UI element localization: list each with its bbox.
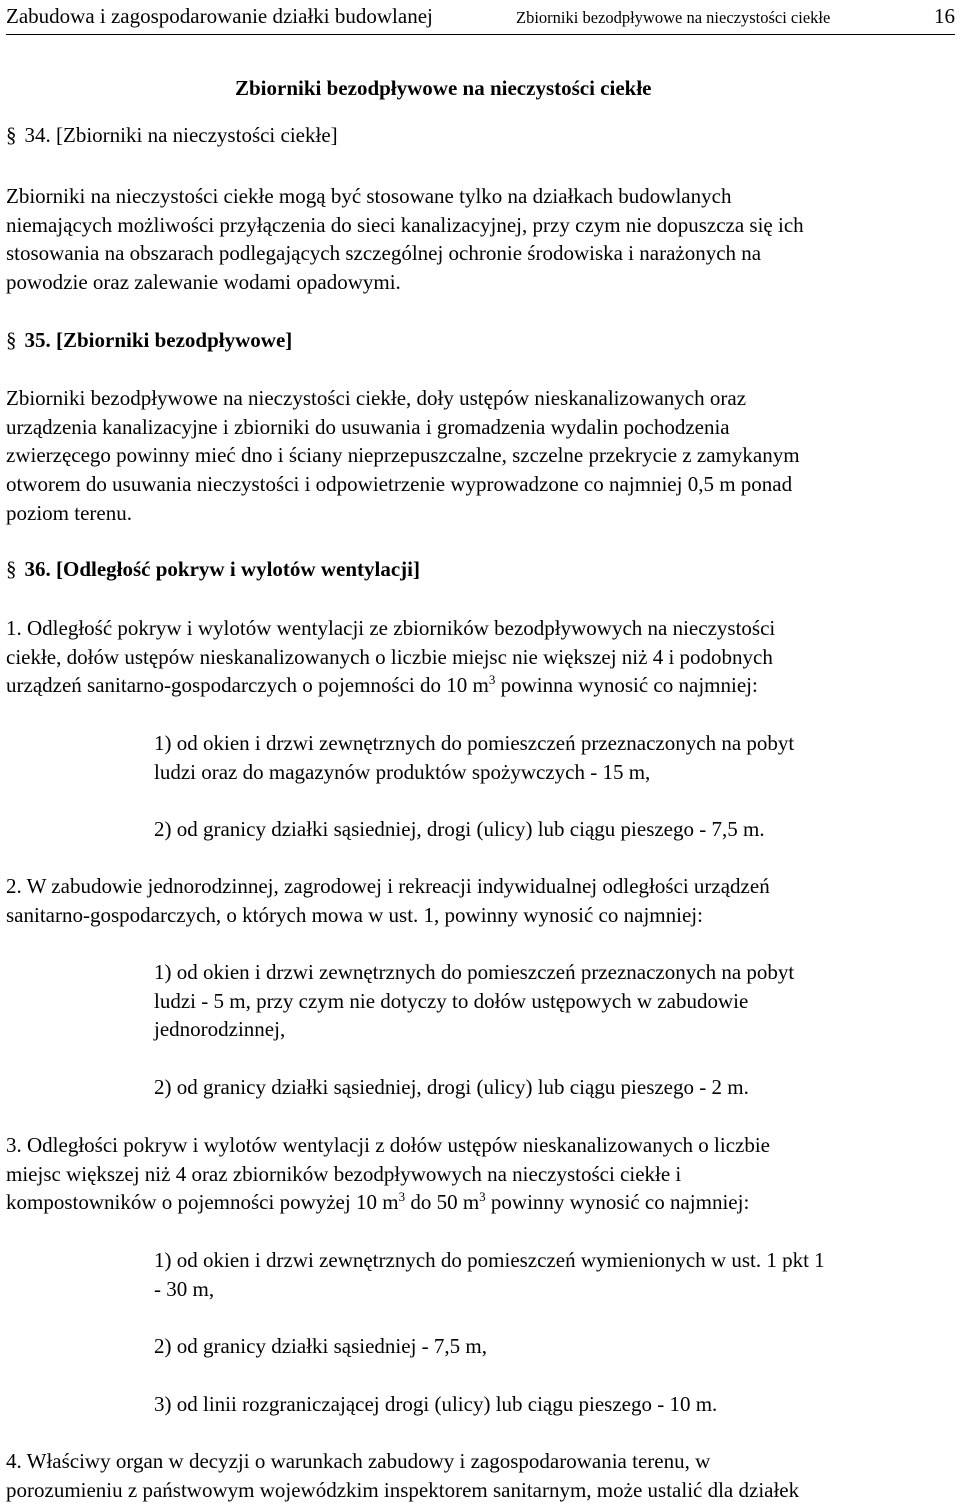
superscript: 3 [488, 672, 496, 688]
text-line: poziom terenu. [6, 500, 132, 525]
text-line: 1) od okien i drzwi zewnętrznych do pomieszczeń przeznaczonych na pobyt [154, 731, 795, 755]
section-symbol: § [6, 557, 17, 581]
page-header [6, 2, 955, 35]
clause-4 [6, 1447, 956, 1504]
clause-1 [6, 614, 956, 700]
clause-3 [6, 1131, 956, 1217]
text-line: 2) od granicy działki sąsiedniej, drogi (ulicy) lub ciągu pieszego - 7,5 m. [154, 817, 765, 841]
section-symbol: § [6, 328, 17, 352]
text-line: kompostowników o pojemności powyżej 10 $m^3$ do 50 $m^3$ powinny wynosić co najmniej: [6, 1189, 750, 1215]
superscript: 3 [479, 1189, 486, 1205]
paragraph-34-body [6, 182, 956, 297]
superscript: 3 [398, 1189, 406, 1205]
clause-3-item-1 [154, 1246, 954, 1303]
clause-2-item-1 [154, 958, 954, 1044]
clause-1-item-1 [154, 729, 954, 786]
text-line: jednorodzinnej, [154, 1017, 286, 1042]
text-line: stosowania na obszarach podlegających szczególnej ochronie środowiska i narażonych na [6, 241, 762, 266]
text-line: porozumieniu z państwowym wojewódzkim inspektorem sanitarnym, może ustalić dla działek [6, 1477, 800, 1502]
text-line: 2. W zabudowie jednorodzinnej, zagrodowej i rekreacji indywidualnej odległości urządzeń [6, 874, 770, 898]
text-line: 3. Odległości pokryw i wylotów wentylacji z dołów ustępów nieskanalizowanych o liczbie [6, 1133, 770, 1157]
paragraph-34-title: 34. [Zbiorniki na nieczystości ciekłe] [24, 123, 338, 147]
section-heading: Zbiorniki bezodpływowe na nieczystości ciekłe [235, 76, 652, 100]
text-line: miejsc większej niż 4 oraz zbiorników bezodpływowych na nieczystości ciekłe i [6, 1161, 682, 1186]
text-line: 4. Właściwy organ w decyzji o warunkach zabudowy i zagospodarowania terenu, w [6, 1449, 711, 1473]
text-line: Zbiorniki bezodpływowe na nieczystości ciekłe, doły ustępów nieskanalizowanych oraz [6, 386, 747, 410]
clause-3-item-3 [154, 1390, 954, 1419]
clause-3-item-2 [154, 1332, 954, 1361]
text-line: urządzeń sanitarno-gospodarczych o pojemności do 10 $m^3$ powinna wynosić co najmniej: [6, 672, 758, 698]
text-line: zwierzęcego powinny mieć dno i ściany nieprzepuszczalne, szczelne przekrycie z zamykanym [6, 443, 800, 468]
paragraph-35-body [6, 384, 956, 528]
text-line: otworem do usuwania nieczystości i odpowietrzenie wyprowadzone co najmniej 0,5 m ponad [6, 472, 793, 497]
text-line: ludzi oraz do magazynów produktów spożywczych - 15 m, [154, 759, 651, 784]
text-line: - 30 m, [154, 1276, 215, 1301]
text-line: 3) od linii rozgraniczającej drogi (ulicy) lub ciągu pieszego - 10 m. [154, 1392, 718, 1416]
text-line: ciekłe, dołów ustępów nieskanalizowanych o liczbie miejsc nie większej niż 4 i podobnych [6, 644, 773, 669]
text-line: 1) od okien i drzwi zewnętrznych do pomieszczeń przeznaczonych na pobyt [154, 960, 795, 984]
paragraph-35-heading [6, 328, 292, 353]
text-line: 2) od granicy działki sąsiedniej, drogi (ulicy) lub ciągu pieszego - 2 m. [154, 1075, 749, 1099]
text-line: niemających możliwości przyłączenia do sieci kanalizacyjnej, przy czym nie dopuszcza się ich [6, 212, 804, 237]
clause-1-item-2 [154, 815, 954, 844]
clause-2-item-2 [154, 1073, 954, 1102]
text-line: ludzi - 5 m, przy czym nie dotyczy to dołów ustępowych w zabudowie [154, 988, 749, 1013]
text-line: 1. Odległość pokryw i wylotów wentylacji ze zbiorników bezodpływowych na nieczystości [6, 616, 776, 640]
text-line: Zbiorniki na nieczystości ciekłe mogą być stosowane tylko na działkach budowlanych [6, 184, 732, 208]
paragraph-36-heading [6, 557, 420, 582]
paragraph-34-heading [6, 123, 338, 148]
text-line: sanitarno-gospodarczych, o których mowa w ust. 1, powinny wynosić co najmniej: [6, 902, 703, 927]
header-subtitle: Zbiorniki bezodpływowe na nieczystości ciekłe [516, 8, 831, 27]
text-line: 2) od granicy działki sąsiedniej - 7,5 m, [154, 1334, 487, 1358]
text-line: 1) od okien i drzwi zewnętrznych do pomieszczeń wymienionych w ust. 1 pkt 1 [154, 1248, 825, 1272]
page-number: 16 [934, 4, 955, 28]
paragraph-36-title: 36. [Odległość pokryw i wylotów wentylacji] [24, 557, 420, 581]
text-line: urządzenia kanalizacyjne i zbiorniki do usuwania i gromadzenia wydalin pochodzenia [6, 414, 730, 439]
text-line: powodzie oraz zalewanie wodami opadowymi. [6, 270, 401, 295]
paragraph-35-title: 35. [Zbiorniki bezodpływowe] [24, 328, 293, 352]
section-symbol: § [6, 123, 17, 147]
clause-2 [6, 872, 956, 929]
header-title: Zabudowa i zagospodarowanie działki budowlanej [6, 4, 433, 28]
